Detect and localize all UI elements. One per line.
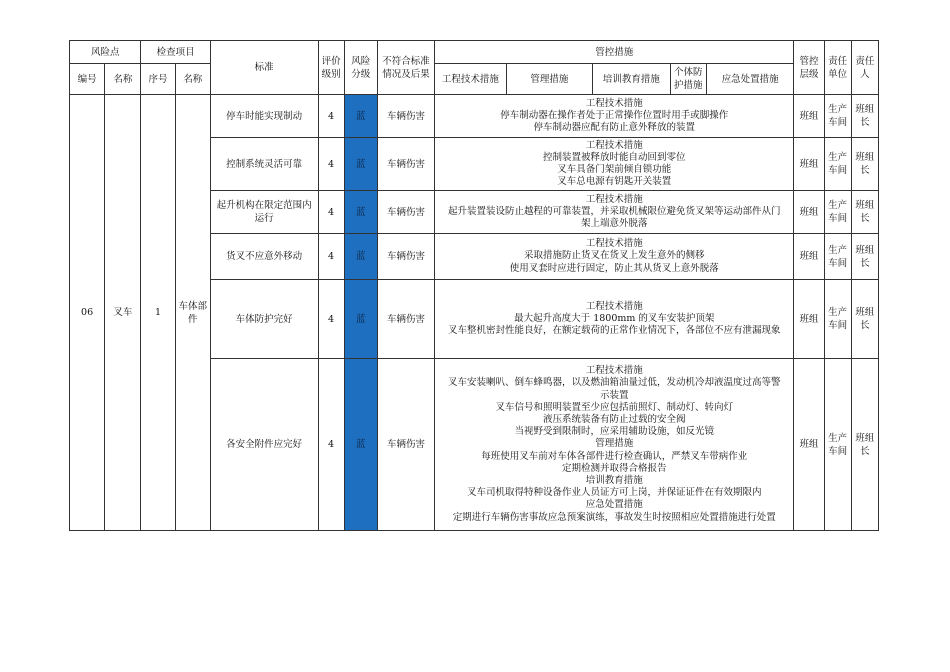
measure-line: 叉车具备门架前倾自锁功能 (557, 164, 672, 175)
measure-line: 叉车信号和照明装置至少应包括前照灯、制动灯、转向灯 (495, 401, 734, 413)
header-item-name: 名称 (175, 64, 210, 95)
resp-person-cell: 班组长 (851, 234, 878, 280)
measures-cell (435, 234, 794, 280)
resp-person-cell: 班组长 (851, 280, 878, 359)
standard-cell: 控制系统灵活可靠 (210, 138, 318, 191)
measure-line: 采取措施防止货叉在货叉上发生意外的侧移 (524, 250, 705, 262)
standard-cell: 起升机构在限定范围内运行 (210, 191, 318, 234)
group-no: 06 (70, 95, 105, 531)
header-risk-grade: 风险分级 (344, 41, 377, 95)
consequence-cell: 车辆伤害 (377, 95, 434, 138)
resp-unit-cell: 生产车间 (824, 95, 851, 138)
resp-unit-cell: 生产车间 (824, 280, 851, 359)
control-level-cell: 班组 (794, 191, 824, 234)
consequence-cell: 车辆伤害 (377, 138, 434, 191)
measures-cell (435, 95, 794, 138)
risk-grade-badge: 蓝 (344, 359, 377, 531)
header-row-2 (70, 64, 879, 95)
risk-grade-badge: 蓝 (344, 95, 377, 138)
header-no: 编号 (70, 64, 105, 95)
consequence-cell: 车辆伤害 (377, 280, 434, 359)
control-level-cell: 班组 (794, 280, 824, 359)
risk-grade-badge: 蓝 (344, 234, 377, 280)
resp-unit-cell: 生产车间 (824, 138, 851, 191)
measure-line: 停车制动器在操作者处于正常操作位置时用手或脚操作 (500, 109, 729, 121)
risk-grade-badge: 蓝 (344, 138, 377, 191)
measure-line: 当视野受到限制时，应采用辅助设施，如反光镜 (514, 426, 715, 438)
header-risk-point: 风险点 (70, 41, 141, 64)
header-management: 管理措施 (506, 64, 593, 95)
header-training: 培训教育措施 (593, 64, 670, 95)
consequence-cell: 车辆伤害 (377, 359, 434, 531)
level-cell: 4 (318, 95, 344, 138)
group-name: 叉车 (105, 95, 141, 531)
measures-cell (435, 191, 794, 234)
measures-cell (435, 138, 794, 191)
header-row-1 (70, 41, 879, 64)
standard-cell: 货叉不应意外移动 (210, 234, 318, 280)
control-level-cell: 班组 (794, 138, 824, 191)
measure-line: 管理措施 (595, 438, 634, 450)
measure-line: 叉车司机取得特种设备作业人员证方可上岗，并保证证件在有效期限内 (467, 487, 762, 499)
header-ppe: 个体防护措施 (670, 64, 706, 95)
header-control-level: 管控层级 (794, 41, 824, 95)
header-eval-level: 评价级别 (318, 41, 344, 95)
measures-cell (435, 280, 794, 359)
risk-control-table (69, 40, 879, 531)
measure-line: 停车制动器应配有防止意外释放的装置 (533, 122, 696, 134)
measure-line: 示装置 (600, 389, 629, 401)
resp-person-cell: 班组长 (851, 95, 878, 138)
measure-line: 工程技术措施 (585, 193, 643, 205)
measure-line: 应急处置措施 (585, 499, 643, 511)
level-cell: 4 (318, 191, 344, 234)
consequence-cell: 车辆伤害 (377, 234, 434, 280)
risk-grade-badge: 蓝 (344, 191, 377, 234)
header-name: 名称 (105, 64, 141, 95)
consequence-cell: 车辆伤害 (377, 191, 434, 234)
group-seq: 1 (141, 95, 175, 531)
level-cell: 4 (318, 234, 344, 280)
resp-unit-cell: 生产车间 (824, 191, 851, 234)
header-engineering: 工程技术措施 (435, 64, 506, 95)
measure-line: 使用叉套时应进行固定，防止其从货叉上意外脱落 (509, 262, 719, 274)
measure-line: 培训教育措施 (585, 475, 643, 486)
resp-person-cell: 班组长 (851, 191, 878, 234)
measure-line: 每班使用叉车前对车体各部件进行检查确认，严禁叉车带病作业 (481, 450, 748, 462)
measure-line: 工程技术措施 (585, 238, 643, 250)
standard-cell: 停车时能实现制动 (210, 95, 318, 138)
table-row (70, 95, 879, 138)
level-cell: 4 (318, 138, 344, 191)
level-cell: 4 (318, 359, 344, 531)
risk-grade-badge: 蓝 (344, 280, 377, 359)
header-resp-person: 责任人 (851, 41, 878, 95)
measure-line: 架上端意外脱落 (581, 218, 648, 230)
control-level-cell: 班组 (794, 234, 824, 280)
standard-cell: 车体防护完好 (210, 280, 318, 359)
header-standard: 标准 (210, 41, 318, 95)
measure-line: 叉车整机密封性能良好，在额定载荷的正常作业情况下，各部位不应有泄漏现象 (448, 325, 781, 337)
measure-line: 工程技术措施 (585, 300, 643, 312)
measure-line: 工程技术措施 (585, 365, 643, 377)
header-resp-unit: 责任单位 (824, 41, 851, 95)
measure-line: 叉车总电源有钥匙开关装置 (557, 176, 672, 188)
measure-line: 控制装置被释放时能自动回到零位 (543, 151, 686, 163)
resp-person-cell: 班组长 (851, 359, 878, 531)
measure-line: 起升装置装设防止越程的可靠装置，并采取机械限位避免货叉架等运动部件从门 (448, 205, 781, 217)
measure-line: 叉车安装喇叭、倒车蜂鸣器，以及燃油箱油量过低，发动机冷却液温度过高等警 (448, 377, 781, 389)
header-check-item: 检查项目 (141, 41, 210, 64)
measure-line: 工程技术措施 (585, 139, 643, 151)
standard-cell: 各安全附件应完好 (210, 359, 318, 531)
header-seq: 序号 (141, 64, 175, 95)
header-emergency: 应急处置措施 (706, 64, 794, 95)
level-cell: 4 (318, 280, 344, 359)
measure-line: 定期检测并取得合格报告 (562, 462, 667, 474)
measure-line: 液压系统装备有防止过载的安全阀 (543, 413, 686, 425)
measure-line: 定期进行车辆伤害事故应急预案演练，事故发生时按照相应处置措施进行处置 (452, 511, 776, 523)
resp-person-cell: 班组长 (851, 138, 878, 191)
header-nonconform: 不符合标准情况及后果 (377, 41, 434, 95)
resp-unit-cell: 生产车间 (824, 359, 851, 531)
resp-unit-cell: 生产车间 (824, 234, 851, 280)
header-control-measures: 管控措施 (435, 41, 794, 64)
group-item-name: 车体部件 (175, 95, 210, 531)
measure-line: 工程技术措施 (585, 97, 643, 109)
measures-cell (435, 359, 794, 531)
control-level-cell: 班组 (794, 359, 824, 531)
measure-line: 最大起升高度大于 1800mm 的叉车安装护顶架 (514, 312, 715, 324)
control-level-cell: 班组 (794, 95, 824, 138)
